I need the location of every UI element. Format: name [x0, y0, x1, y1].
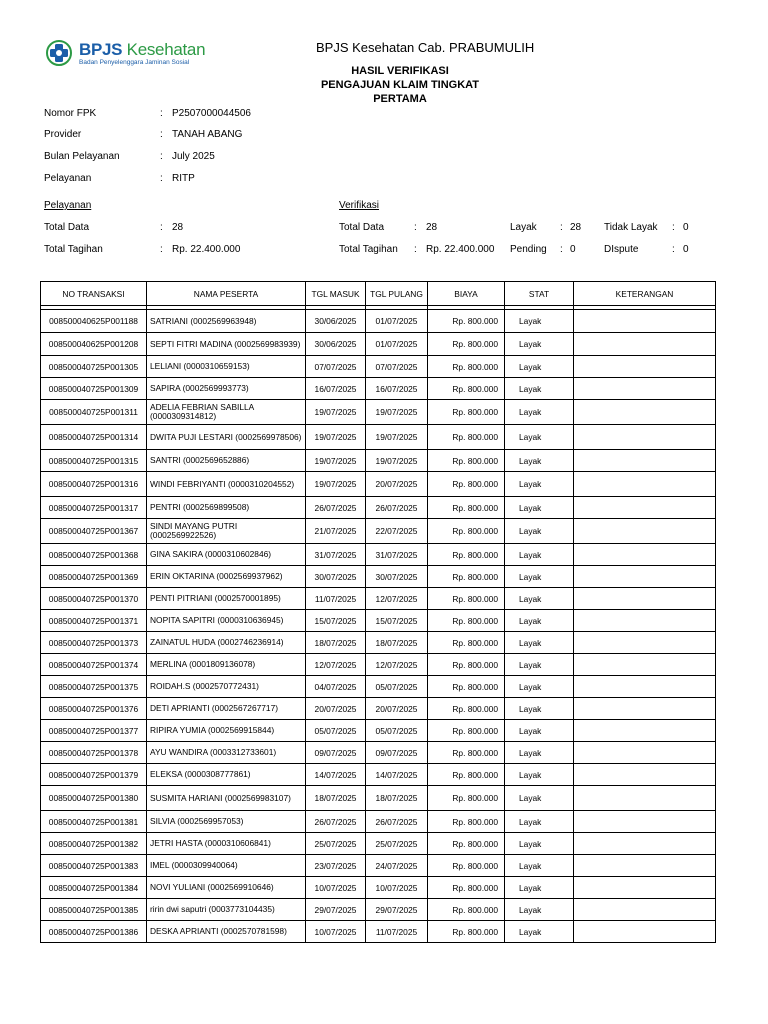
discharge-date: 01/07/2025: [366, 310, 428, 333]
colon: :: [160, 108, 163, 119]
discharge-date: 01/07/2025: [366, 333, 428, 356]
claim-note: [574, 654, 716, 676]
discharge-date: 05/07/2025: [366, 676, 428, 698]
discharge-date: 14/07/2025: [366, 764, 428, 786]
claim-status: Layak: [505, 811, 574, 833]
transaction-number: 008500040725P001383: [41, 855, 147, 877]
claim-cost: Rp. 800.000: [428, 450, 505, 472]
table-row: [41, 877, 716, 899]
table-row: [41, 899, 716, 921]
claim-status: Layak: [505, 588, 574, 610]
transaction-number: 008500040725P001373: [41, 632, 147, 654]
claim-status: Layak: [505, 472, 574, 497]
claim-status: Layak: [505, 378, 574, 400]
claim-note: [574, 472, 716, 497]
admission-date: 31/07/2025: [306, 544, 366, 566]
claim-status: Layak: [505, 450, 574, 472]
tidak-layak-label: Tidak Layak: [604, 222, 658, 233]
bulan-value: July 2025: [172, 151, 215, 162]
claim-status: Layak: [505, 899, 574, 921]
transaction-number: 008500040725P001380: [41, 786, 147, 811]
colon: :: [560, 222, 563, 233]
admission-date: 18/07/2025: [306, 632, 366, 654]
claim-note: [574, 566, 716, 588]
table-row: [41, 610, 716, 632]
claim-note: [574, 921, 716, 943]
patient-name: DESKA APRIANTI (0002570781598): [147, 921, 306, 943]
patient-name: ELEKSA (0000308777861): [147, 764, 306, 786]
patient-name: ERIN OKTARINA (0002569937962): [147, 566, 306, 588]
admission-date: 30/07/2025: [306, 566, 366, 588]
claims-table: [40, 281, 716, 943]
claim-note: [574, 310, 716, 333]
ver-total-data-label: Total Data: [339, 222, 385, 233]
claim-cost: Rp. 800.000: [428, 400, 505, 425]
table-row: [41, 450, 716, 472]
patient-name: ADELIA FEBRIAN SABILLA (0000309314812): [147, 400, 306, 425]
claim-status: Layak: [505, 632, 574, 654]
discharge-date: 09/07/2025: [366, 742, 428, 764]
claim-cost: Rp. 800.000: [428, 610, 505, 632]
transaction-number: 008500040725P001367: [41, 519, 147, 544]
transaction-number: 008500040725P001382: [41, 833, 147, 855]
patient-name: DWITA PUJI LESTARI (0002569978506): [147, 425, 306, 450]
claim-cost: Rp. 800.000: [428, 632, 505, 654]
colon: :: [160, 151, 163, 162]
claim-status: Layak: [505, 425, 574, 450]
discharge-date: 11/07/2025: [366, 921, 428, 943]
colon: :: [160, 173, 163, 184]
discharge-date: 15/07/2025: [366, 610, 428, 632]
table-row: [41, 742, 716, 764]
claim-status: Layak: [505, 921, 574, 943]
claim-status: Layak: [505, 400, 574, 425]
admission-date: 15/07/2025: [306, 610, 366, 632]
table-row: [41, 786, 716, 811]
discharge-date: 26/07/2025: [366, 811, 428, 833]
claim-cost: Rp. 800.000: [428, 378, 505, 400]
column-header: TGL MASUK: [306, 282, 366, 306]
discharge-date: 29/07/2025: [366, 899, 428, 921]
table-row: [41, 519, 716, 544]
patient-name: SAPIRA (0002569993773): [147, 378, 306, 400]
discharge-date: 05/07/2025: [366, 720, 428, 742]
colon: :: [672, 222, 675, 233]
bpjs-logo: [46, 40, 206, 74]
patient-name: ROIDAH.S (0002570772431): [147, 676, 306, 698]
transaction-number: 008500040725P001317: [41, 497, 147, 519]
transaction-number: 008500040725P001386: [41, 921, 147, 943]
claim-note: [574, 811, 716, 833]
claim-note: [574, 698, 716, 720]
claim-note: [574, 742, 716, 764]
colon: :: [160, 222, 163, 233]
verifikasi-heading: Verifikasi: [339, 200, 380, 211]
admission-date: 23/07/2025: [306, 855, 366, 877]
pel-total-tagihan-label: Total Tagihan: [44, 244, 103, 255]
claim-note: [574, 378, 716, 400]
ver-total-data: 28: [426, 222, 438, 233]
patient-name: ZAINATUL HUDA (0002746236914): [147, 632, 306, 654]
claim-status: Layak: [505, 742, 574, 764]
patient-name: LELIANI (0000310659153): [147, 356, 306, 378]
pending-label: Pending: [510, 244, 547, 255]
claim-cost: Rp. 800.000: [428, 519, 505, 544]
transaction-number: 008500040725P001370: [41, 588, 147, 610]
pelayanan-value: RITP: [172, 173, 195, 184]
discharge-date: 07/07/2025: [366, 356, 428, 378]
claim-status: Layak: [505, 698, 574, 720]
claim-status: Layak: [505, 764, 574, 786]
table-row: [41, 544, 716, 566]
discharge-date: 10/07/2025: [366, 877, 428, 899]
patient-name: AYU WANDIRA (0003312733601): [147, 742, 306, 764]
bpjs-logo-icon: [46, 40, 72, 66]
pel-total-data-label: Total Data: [44, 222, 90, 233]
claim-note: [574, 333, 716, 356]
colon: :: [672, 244, 675, 255]
claim-cost: Rp. 800.000: [428, 356, 505, 378]
claim-cost: Rp. 800.000: [428, 921, 505, 943]
patient-name: NOVI YULIANI (0002569910646): [147, 877, 306, 899]
claim-status: Layak: [505, 855, 574, 877]
claim-note: [574, 425, 716, 450]
column-header: NO TRANSAKSI: [41, 282, 147, 306]
transaction-number: 008500040725P001379: [41, 764, 147, 786]
transaction-number: 008500040625P001208: [41, 333, 147, 356]
claim-status: Layak: [505, 497, 574, 519]
claim-cost: Rp. 800.000: [428, 425, 505, 450]
table-row: [41, 720, 716, 742]
table-row: [41, 921, 716, 943]
admission-date: 14/07/2025: [306, 764, 366, 786]
table-row: [41, 333, 716, 356]
ver-total-tagihan-label: Total Tagihan: [339, 244, 398, 255]
layak-label: Layak: [510, 222, 537, 233]
discharge-date: 26/07/2025: [366, 497, 428, 519]
table-row: [41, 632, 716, 654]
claim-cost: Rp. 800.000: [428, 833, 505, 855]
transaction-number: 008500040625P001188: [41, 310, 147, 333]
claim-note: [574, 610, 716, 632]
admission-date: 19/07/2025: [306, 425, 366, 450]
colon: :: [414, 222, 417, 233]
claim-cost: Rp. 800.000: [428, 544, 505, 566]
table-header-row: [41, 282, 716, 306]
table-row: [41, 811, 716, 833]
admission-date: 30/06/2025: [306, 333, 366, 356]
admission-date: 30/06/2025: [306, 310, 366, 333]
transaction-number: 008500040725P001371: [41, 610, 147, 632]
claim-cost: Rp. 800.000: [428, 877, 505, 899]
colon: :: [160, 244, 163, 255]
transaction-number: 008500040725P001384: [41, 877, 147, 899]
claim-status: Layak: [505, 654, 574, 676]
column-header: BIAYA: [428, 282, 505, 306]
table-row: [41, 378, 716, 400]
transaction-number: 008500040725P001376: [41, 698, 147, 720]
admission-date: 10/07/2025: [306, 877, 366, 899]
claim-note: [574, 356, 716, 378]
admission-date: 18/07/2025: [306, 786, 366, 811]
claim-note: [574, 497, 716, 519]
admission-date: 04/07/2025: [306, 676, 366, 698]
transaction-number: 008500040725P001377: [41, 720, 147, 742]
claim-cost: Rp. 800.000: [428, 654, 505, 676]
pelayanan-heading: Pelayanan: [44, 200, 92, 211]
patient-name: DETI APRIANTI (0002567267717): [147, 698, 306, 720]
patient-name: WINDI FEBRIYANTI (0000310204552): [147, 472, 306, 497]
table-row: [41, 472, 716, 497]
patient-name: RIPIRA YUMIA (0002569915844): [147, 720, 306, 742]
admission-date: 21/07/2025: [306, 519, 366, 544]
table-row: [41, 855, 716, 877]
admission-date: 07/07/2025: [306, 356, 366, 378]
claim-status: Layak: [505, 333, 574, 356]
dispute-value: 0: [683, 244, 689, 255]
discharge-date: 20/07/2025: [366, 472, 428, 497]
provider-label: Provider: [44, 129, 82, 140]
claim-note: [574, 786, 716, 811]
claim-cost: Rp. 800.000: [428, 497, 505, 519]
transaction-number: 008500040725P001378: [41, 742, 147, 764]
transaction-number: 008500040725P001314: [41, 425, 147, 450]
claim-cost: Rp. 800.000: [428, 811, 505, 833]
claim-note: [574, 764, 716, 786]
discharge-date: 22/07/2025: [366, 519, 428, 544]
patient-name: SANTRI (0002569652886): [147, 450, 306, 472]
discharge-date: 19/07/2025: [366, 400, 428, 425]
claim-note: [574, 588, 716, 610]
admission-date: 26/07/2025: [306, 811, 366, 833]
claim-status: Layak: [505, 544, 574, 566]
claim-cost: Rp. 800.000: [428, 720, 505, 742]
claim-note: [574, 519, 716, 544]
claim-cost: Rp. 800.000: [428, 764, 505, 786]
patient-name: ririn dwi saputri (0003773104435): [147, 899, 306, 921]
logo-brand: BPJS Kesehatan: [79, 40, 206, 59]
discharge-date: 18/07/2025: [366, 632, 428, 654]
discharge-date: 24/07/2025: [366, 855, 428, 877]
patient-name: PENTI PITRIANI (0002570001895): [147, 588, 306, 610]
admission-date: 05/07/2025: [306, 720, 366, 742]
admission-date: 19/07/2025: [306, 472, 366, 497]
discharge-date: 19/07/2025: [366, 425, 428, 450]
patient-name: IMEL (0000309940064): [147, 855, 306, 877]
claim-cost: Rp. 800.000: [428, 566, 505, 588]
discharge-date: 31/07/2025: [366, 544, 428, 566]
document-title: HASIL VERIFIKASI PENGAJUAN KLAIM TINGKAT PERTAMA: [320, 65, 480, 105]
nomor-fpk-value: P2507000044506: [172, 108, 251, 119]
provider-value: TANAH ABANG: [172, 129, 243, 140]
table-row: [41, 764, 716, 786]
table-row: [41, 497, 716, 519]
table-row: [41, 400, 716, 425]
patient-name: SUSMITA HARIANI (0002569983107): [147, 786, 306, 811]
transaction-number: 008500040725P001316: [41, 472, 147, 497]
claim-note: [574, 720, 716, 742]
admission-date: 19/07/2025: [306, 450, 366, 472]
admission-date: 19/07/2025: [306, 400, 366, 425]
discharge-date: 18/07/2025: [366, 786, 428, 811]
claim-status: Layak: [505, 310, 574, 333]
tidak-layak-value: 0: [683, 222, 689, 233]
nomor-fpk-label: Nomor FPK: [44, 108, 97, 119]
dispute-label: DIspute: [604, 244, 639, 255]
admission-date: 09/07/2025: [306, 742, 366, 764]
admission-date: 16/07/2025: [306, 378, 366, 400]
discharge-date: 30/07/2025: [366, 566, 428, 588]
claim-status: Layak: [505, 519, 574, 544]
table-row: [41, 566, 716, 588]
patient-name: JETRI HASTA (0000310606841): [147, 833, 306, 855]
logo-subtitle: Badan Penyelenggara Jaminan Sosial: [79, 59, 190, 66]
table-row: [41, 833, 716, 855]
pel-total-data: 28: [172, 222, 184, 233]
transaction-number: 008500040725P001381: [41, 811, 147, 833]
claim-note: [574, 450, 716, 472]
claim-status: Layak: [505, 356, 574, 378]
claim-status: Layak: [505, 610, 574, 632]
claims-table-body: [41, 310, 716, 943]
claim-status: Layak: [505, 833, 574, 855]
discharge-date: 16/07/2025: [366, 378, 428, 400]
transaction-number: 008500040725P001368: [41, 544, 147, 566]
transaction-number: 008500040725P001311: [41, 400, 147, 425]
patient-name: NOPITA SAPITRI (0000310636945): [147, 610, 306, 632]
claim-status: Layak: [505, 676, 574, 698]
table-row: [41, 310, 716, 333]
claim-cost: Rp. 800.000: [428, 786, 505, 811]
discharge-date: 12/07/2025: [366, 588, 428, 610]
transaction-number: 008500040725P001375: [41, 676, 147, 698]
office-name: BPJS Kesehatan Cab. PRABUMULIH: [316, 40, 535, 55]
table-row: [41, 425, 716, 450]
claim-cost: Rp. 800.000: [428, 698, 505, 720]
claim-note: [574, 899, 716, 921]
transaction-number: 008500040725P001309: [41, 378, 147, 400]
column-header: TGL PULANG: [366, 282, 428, 306]
admission-date: 12/07/2025: [306, 654, 366, 676]
claim-cost: Rp. 800.000: [428, 333, 505, 356]
admission-date: 25/07/2025: [306, 833, 366, 855]
column-header: KETERANGAN: [574, 282, 716, 306]
claim-note: [574, 400, 716, 425]
claim-cost: Rp. 800.000: [428, 899, 505, 921]
discharge-date: 19/07/2025: [366, 450, 428, 472]
patient-name: SILVIA (0002569957053): [147, 811, 306, 833]
patient-name: PENTRI (0002569899508): [147, 497, 306, 519]
claim-note: [574, 833, 716, 855]
table-row: [41, 698, 716, 720]
claim-status: Layak: [505, 720, 574, 742]
claim-note: [574, 544, 716, 566]
claim-cost: Rp. 800.000: [428, 742, 505, 764]
admission-date: 20/07/2025: [306, 698, 366, 720]
claim-note: [574, 877, 716, 899]
patient-name: SEPTI FITRI MADINA (0002569983939): [147, 333, 306, 356]
colon: :: [414, 244, 417, 255]
column-header: STAT: [505, 282, 574, 306]
claim-note: [574, 676, 716, 698]
claim-status: Layak: [505, 877, 574, 899]
claim-cost: Rp. 800.000: [428, 588, 505, 610]
pending-value: 0: [570, 244, 576, 255]
admission-date: 11/07/2025: [306, 588, 366, 610]
ver-total-tagihan: Rp. 22.400.000: [426, 244, 495, 255]
transaction-number: 008500040725P001305: [41, 356, 147, 378]
patient-name: SINDI MAYANG PUTRI (0002569922526): [147, 519, 306, 544]
transaction-number: 008500040725P001385: [41, 899, 147, 921]
patient-name: GINA SAKIRA (0000310602846): [147, 544, 306, 566]
pelayanan-label: Pelayanan: [44, 173, 92, 184]
claim-note: [574, 632, 716, 654]
colon: :: [160, 129, 163, 140]
claim-cost: Rp. 800.000: [428, 472, 505, 497]
bulan-label: Bulan Pelayanan: [44, 151, 120, 162]
admission-date: 29/07/2025: [306, 899, 366, 921]
table-row: [41, 676, 716, 698]
discharge-date: 25/07/2025: [366, 833, 428, 855]
table-row: [41, 356, 716, 378]
claim-cost: Rp. 800.000: [428, 676, 505, 698]
colon: :: [560, 244, 563, 255]
transaction-number: 008500040725P001374: [41, 654, 147, 676]
transaction-number: 008500040725P001315: [41, 450, 147, 472]
patient-name: MERLINA (0001809136078): [147, 654, 306, 676]
table-row: [41, 588, 716, 610]
table-row: [41, 654, 716, 676]
admission-date: 26/07/2025: [306, 497, 366, 519]
column-header: NAMA PESERTA: [147, 282, 306, 306]
claim-note: [574, 855, 716, 877]
pel-total-tagihan: Rp. 22.400.000: [172, 244, 241, 255]
layak-value: 28: [570, 222, 582, 233]
claim-cost: Rp. 800.000: [428, 310, 505, 333]
admission-date: 10/07/2025: [306, 921, 366, 943]
transaction-number: 008500040725P001369: [41, 566, 147, 588]
claim-status: Layak: [505, 566, 574, 588]
claim-status: Layak: [505, 786, 574, 811]
discharge-date: 20/07/2025: [366, 698, 428, 720]
claim-cost: Rp. 800.000: [428, 855, 505, 877]
patient-name: SATRIANI (0002569963948): [147, 310, 306, 333]
discharge-date: 12/07/2025: [366, 654, 428, 676]
